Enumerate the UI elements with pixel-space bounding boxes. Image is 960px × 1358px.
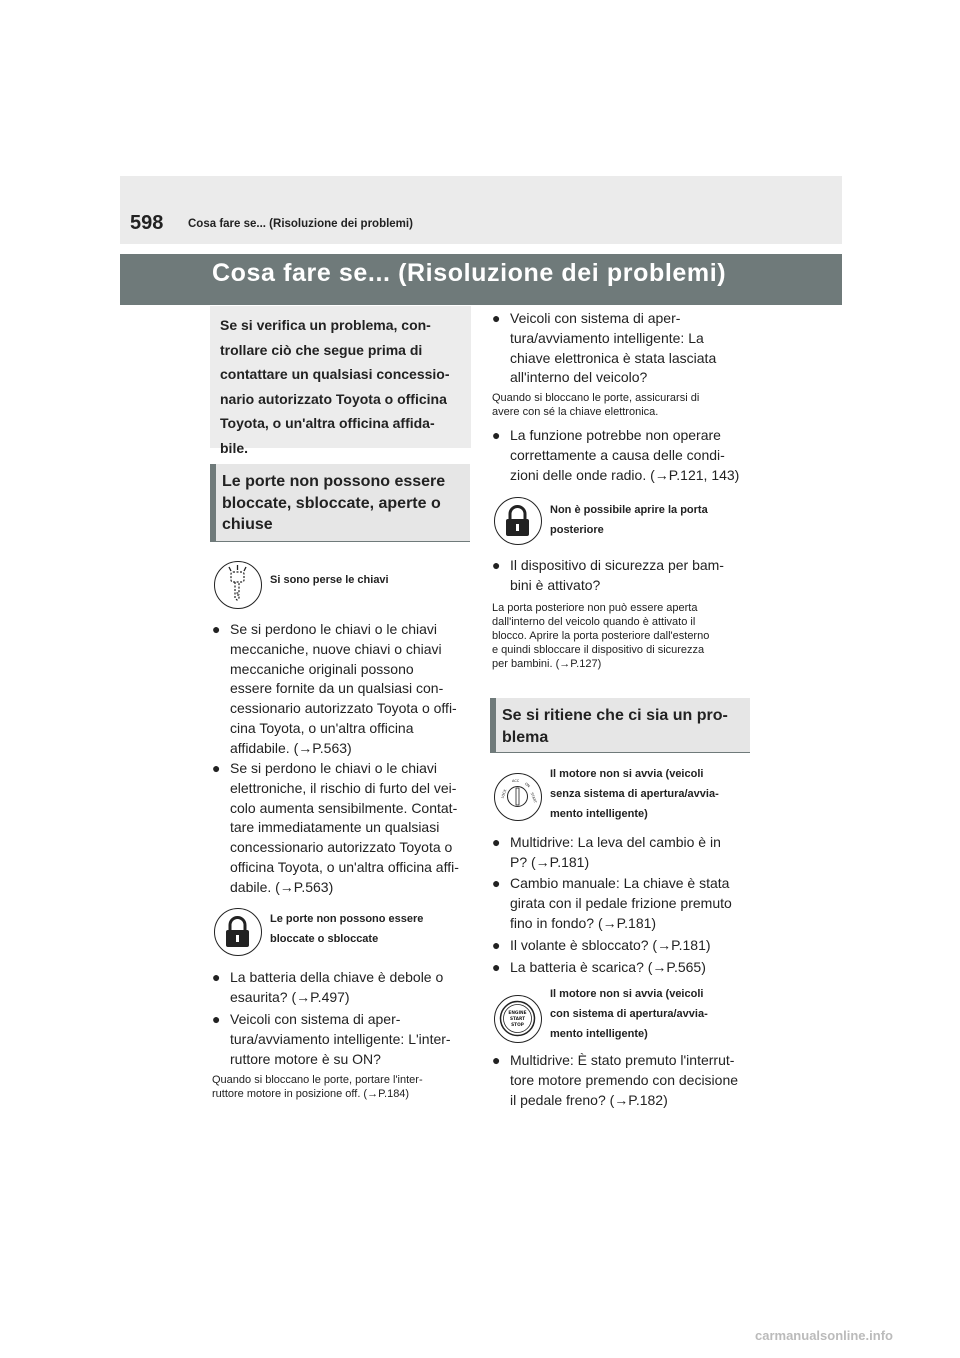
bullet-icon: ●	[492, 557, 501, 573]
ignition-label-on: ON	[523, 781, 531, 789]
subtitle-cannot-lock: Le porte non possono essere bloccate o sbloccate	[270, 913, 424, 945]
list-item: ● Se si perdono le chiavi o le chiavi meccaniche, nuove chiavi o chiavi meccaniche originali possono essere fornite da un qualsiasi con- cessionario autorizzato Toyota o offi- cina Toyota, o un'altra officina affidabile. (→P.563)	[212, 621, 457, 756]
lost-key-icon	[214, 561, 262, 609]
subtitle-no-start-key: Il motore non si avvia (veicoli senza sistema di apertura/avvia- mento intelligente)	[550, 768, 719, 820]
intro-text: Se si verifica un problema, con- trollare ciò che segue prima di contattare un qualsiasi concessio- nario autorizzato Toyota o officina Toyota, o un'altra officina affida- bile.	[220, 317, 450, 456]
section-title-problem: Se si ritiene che ci sia un pro- blema	[502, 707, 728, 746]
note-text: Quando si bloccano le porte, portare l'inter- ruttore motore in posizione off. (→P.184)	[212, 1074, 423, 1100]
bullet-icon: ●	[492, 875, 501, 891]
bullet-icon: ●	[212, 760, 221, 776]
list-item: ● Veicoli con sistema di aper- tura/avviamento intelligente: L'inter- ruttore motore è su ON?	[212, 1011, 451, 1067]
subtitle-keys-lost: Si sono perse le chiavi	[270, 574, 389, 586]
engine-label: ENGINE	[508, 1011, 527, 1016]
list-item: ● Se si perdono le chiavi o le chiavi elettroniche, il rischio di furto del vei- colo aumenta sensibilmente. Contat- tare immediatamente un qualsiasi concessionario autorizzato Toyota o officina Toyota, o un'altra officina affi- dabile. (→P.563)	[212, 760, 459, 895]
ignition-label-start: START	[529, 792, 538, 804]
bullet-icon: ●	[492, 1052, 501, 1068]
bullet-icon: ●	[492, 427, 501, 443]
stop-label: STOP	[511, 1023, 524, 1028]
bullet-icon: ●	[212, 1011, 221, 1027]
note-text: La porta posteriore non può essere aperta dall'interno del veicolo quando è attivato il blocco. Aprire la porta posteriore dall'esterno e quindi sbloccare il dispositivo di sicurezza per bambini. (→P.127)	[492, 602, 710, 670]
bullet-icon: ●	[492, 937, 501, 953]
list-item: ● Cambio manuale: La chiave è stata girata con il pedale frizione premuto fino in fondo? (→P.181)	[492, 875, 732, 931]
running-head: Cosa fare se... (Risoluzione dei problemi)	[188, 218, 413, 230]
section-title-doors: Le porte non possono essere bloccate, sbloccate, aperte o chiuse	[222, 473, 446, 533]
page-number: 598	[130, 212, 164, 234]
list-item: ● La batteria è scarica? (→P.565)	[492, 958, 754, 978]
ignition-label-acc: ACC	[512, 779, 520, 783]
subtitle-no-start-smart: Il motore non si avvia (veicoli con sistema di apertura/avvia- mento intelligente)	[550, 988, 708, 1040]
subtitle-rear-door: Non è possibile aprire la porta posteriore	[550, 504, 708, 536]
engine-start-stop-icon	[494, 995, 542, 1043]
padlock-icon	[494, 497, 542, 545]
ignition-switch-icon	[494, 773, 542, 821]
note-text: Quando si bloccano le porte, assicurarsi di avere con sé la chiave elettronica.	[492, 392, 700, 418]
start-label: START	[509, 1017, 526, 1022]
list-item: ● La batteria della chiave è debole o esaurita? (→P.497)	[212, 969, 444, 1005]
bullet-icon: ●	[212, 621, 221, 637]
list-item: ● Veicoli con sistema di aper- tura/avviamento intelligente: La chiave elettronica è stata lasciata all'interno del veicolo?	[492, 310, 717, 386]
list-item: ● Il dispositivo di sicurezza per bam- bini è attivato?	[492, 557, 724, 593]
bullet-icon: ●	[492, 310, 501, 326]
list-item: ● Multidrive: La leva del cambio è in P? (→P.181)	[492, 834, 721, 870]
bullet-icon: ●	[492, 834, 501, 850]
list-item: ● La funzione potrebbe non operare correttamente a causa delle condi- zioni delle onde radio. (→P.121, 143)	[492, 427, 740, 483]
ignition-label-lock: LOCK	[500, 788, 508, 799]
watermark: carmanualsonline.info	[755, 1328, 893, 1343]
bullet-icon: ●	[492, 959, 501, 975]
bullet-icon: ●	[212, 969, 221, 985]
padlock-icon	[214, 908, 262, 956]
list-item: ● Multidrive: È stato premuto l'interrut- tore motore premendo con decisione il pedale freno? (→P.182)	[492, 1052, 739, 1108]
list-item: ● Il volante è sbloccato? (→P.181)	[492, 936, 754, 956]
page-header-band	[120, 176, 842, 244]
chapter-title: Cosa fare se... (Risoluzione dei problemi)	[212, 259, 727, 287]
